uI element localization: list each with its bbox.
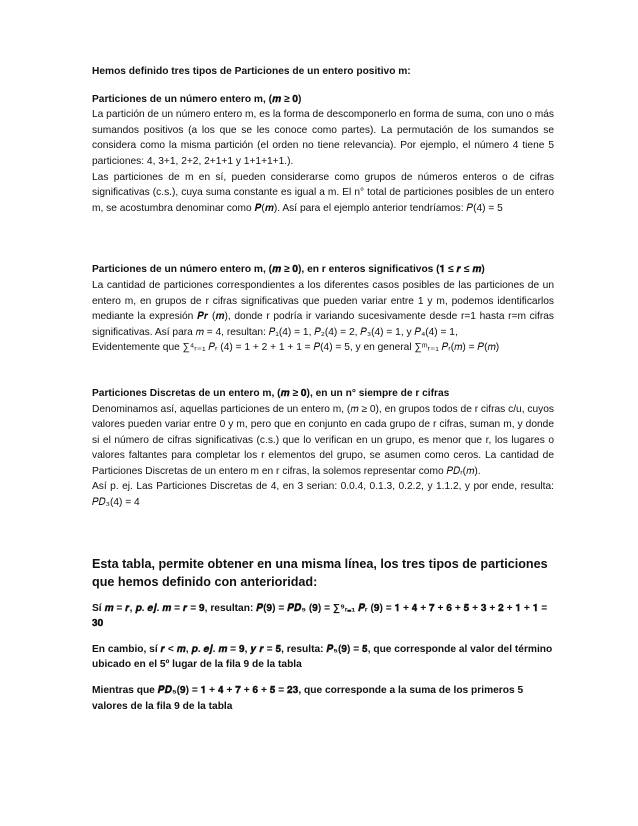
intro-text: Hemos definido tres tipos de Particiones de un entero positivo m: [92,66,411,77]
table-example-3: Mientras que 𝑷𝑫₅(𝟗) = 𝟏 + 𝟒 + 𝟕 + 𝟔 + 𝟓 = 𝟐𝟑, que corresponde a la suma de los primeros 5 valores de la fila 9 de la tabla [92,685,524,712]
section3-paragraph-1: Denominamos así, aquellas particiones de un entero m, (𝑚 ≥ 0), en grupos todos de r cifras c/u, cuyos valores pueden variar entre 0 y m, pero que en conjunto en cada grupo de r cifras, suman m, y donde si el número de cifras significativas (c.s.) que lo verifican en un grupo, es menor que r, los lugares o valores faltantes para completar los r elementos del grupo, se asumen como ceros. La cantidad de Particiones Discretas de un entero m en r cifras, la solemos representar como 𝑃𝐷ᵣ(𝑚). [92,403,554,477]
section2-paragraph-2: Evidentemente que ∑⁴ᵣ₌₁ 𝑃ᵣ (4) = 1 + 2 + 1 + 1 = 𝑃(4) = 5, y en general ∑ᵐᵣ₌₁ 𝑃ᵣ(𝑚) = 𝑃(𝑚) [92,342,500,354]
section-particiones [92,92,554,217]
section1-heading: Particiones de un número entero m, (𝒎 ≥ 𝟎) [92,93,302,105]
section2-heading: Particiones de un número entero m, (𝒎 ≥ 𝟎), en r enteros significativos (𝟏 ≤ 𝒓 ≤ 𝒎) [92,264,485,276]
table-section-heading: Esta tabla, permite obtener en una misma línea, los tres tipos de particiones que hemos definido con anterioridad: [92,556,548,589]
section3-heading: Particiones Discretas de un entero m, (𝒎 ≥ 𝟎), en un n° siempre de r cifras [92,387,450,399]
section-particiones-discretas [92,386,554,511]
document-page [92,64,554,724]
section-tabla [92,555,554,715]
table-example-2: En cambio, sí 𝒓 < 𝒎, 𝒑. 𝒆𝒋. 𝒎 = 𝟗, 𝒚 𝒓 = 𝟓, resulta: 𝑷₅(𝟗) = 𝟓, que corresponde al valor del término ubicado en el 5º lugar de la fila 9 de la tabla [92,643,553,671]
table-example-1: Sí 𝒎 = 𝒓, 𝒑. 𝒆𝒋. 𝒎 = 𝒓 = 𝟗, resultan: 𝑷(𝟗) = 𝑷𝑫₉ (𝟗) = ∑⁹ᵣ₌₁ 𝑷ᵣ (𝟗) = 𝟏 + 𝟒 + 𝟕 + 𝟔 + 𝟓 + 𝟑 + 𝟐 + 𝟏 + 𝟏 = 𝟑𝟎 [92,602,548,630]
section1-paragraph-2: Las particiones de m en sí, pueden considerarse como grupos de números enteros o de cifras significativas (c.s.), cuya suma constante es igual a m. El n° total de particiones posibles de un entero m, se acostumbra denominar como 𝑷(𝒎). Así para el ejemplo anterior tendríamos: 𝑃(4) = 5 [92,171,554,214]
section2-paragraph-1: La cantidad de particiones correspondientes a los diferentes casos posibles de las particiones de un entero m, en grupos de r cifras significativas que pueden variar entre 1 y m, podemos identificarlos mediante la expresión 𝑷𝒓 (𝒎), donde r podría ir variando sucesivamente desde r=1 hasta r=m cifras significativas. Así para 𝑚 = 4, resultan: 𝑃₁(4) = 1, 𝑃₂(4) = 2, 𝑃₃(4) = 1, y 𝑃₄(4) = 1, [92,279,554,338]
section-particiones-r [92,262,554,356]
section1-paragraph-1: La partición de un número entero m, es la forma de descomponerlo en forma de suma, con uno o más sumandos positivos (a los que se les conoce como partes). La permutación de los sumandos se considera como la misma partición (el orden no tiene relevancia). Por ejemplo, el número 4 tiene 5 particiones: 4, 3+1, 2+2, 2+1+1 y 1+1+1+1.). [92,109,554,167]
section3-paragraph-2: Así p. ej. Las Particiones Discretas de 4, en 3 serian: 0.0.4, 0.1.3, 0.2.2, y 1.1.2, y por ende, resulta: 𝑃𝐷₃(4) = 4 [92,481,554,509]
